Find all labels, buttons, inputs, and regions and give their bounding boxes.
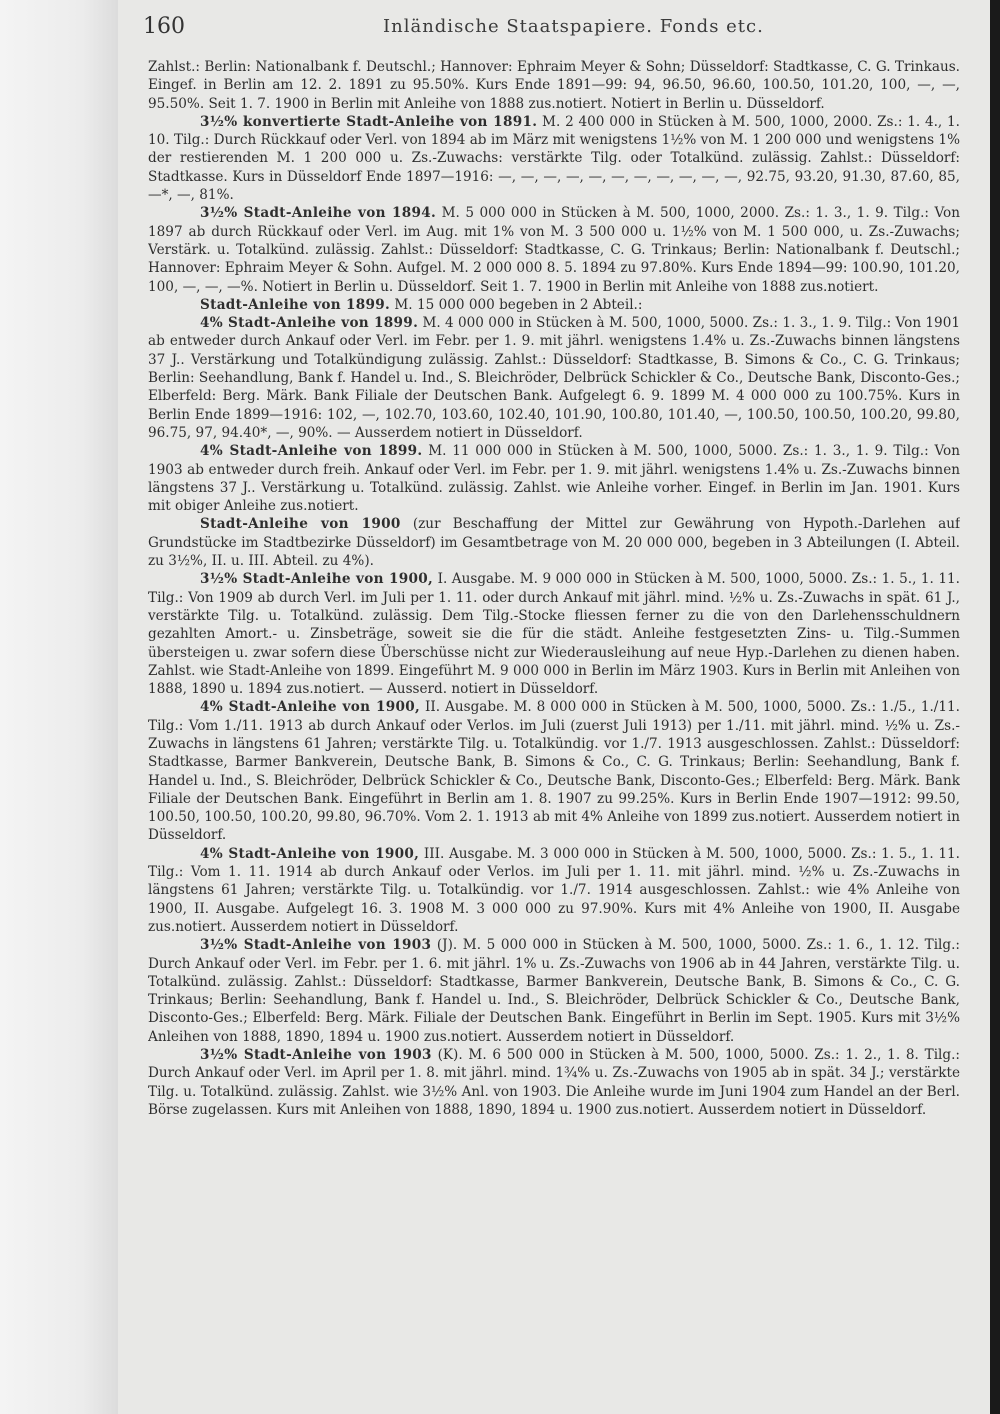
paragraph-anleihe-1899-a: [148, 314, 960, 442]
paragraph-anleihe-1903-k: [148, 1046, 960, 1119]
running-title: Inländische Staatspapiere. Fonds etc.: [383, 16, 764, 37]
body-text: [148, 58, 960, 1408]
paragraph-anleihe-1891: [148, 113, 960, 204]
paragraph-heading: 4% Stadt-Anleihe von 1900,: [200, 699, 421, 716]
paragraph-anleihe-1899-intro: [148, 296, 960, 314]
page-header: [143, 14, 963, 44]
paragraph-text: (zur Beschaffung der Mittel zur Gewährung von Hypoth.-Darlehen auf Grundstücke im Stadtbezirke Düsseldorf) im Gesamtbetrage von M. 20 000 000, begeben in 3 Abteilungen (I. Abteil. zu 3½%, II. u. III. Abteil. zu 4%).: [148, 516, 960, 570]
paragraph-text: M. 15 000 000 begeben in 2 Abteil.:: [394, 296, 643, 313]
left-margin: [0, 0, 118, 1414]
paragraph-text: (J). M. 5 000 000 in Stücken à M. 500, 1000, 5000. Zs.: 1. 6., 1. 12. Tilg.: Durch Ankauf oder Verl. im Febr. per 1. 6. mit jährl. 1% u. Zs.-Zuwachs von 1906 ab in 44 Jahren, verstärkte Tilg. u. Totalkünd. zulässig. Zahlst.: Düsseldorf: Stadtkasse, Barmer Bankverein, Deutsche Bank, B. Simons & Co., C. G. Trinkaus; Berlin: Seehandlung, Bank f. Handel u. Ind., S. Bleichröder, Delbrück Schickler & Co., Deutsche Bank, Disconto-Ges.; Elberfeld: Berg. Märk. Filiale der Deutschen Bank. Eingeführt in Berlin im Sept. 1905. Kurs mit 3½% Anleihen von 1888, 1890, 1894 u. 1900 zus.notiert. Ausserdem notiert in Düsseldorf.: [148, 937, 960, 1045]
paragraph-heading: 3½% Stadt-Anleihe von 1903: [200, 1047, 432, 1064]
paragraph-text: Zahlst.: Berlin: Nationalbank f. Deutschl.; Hannover: Ephraim Meyer & Sohn; Düsseldorf: Stadtkasse, C. G. Trinkaus. Eingef. in Berlin am 12. 2. 1891 zu 95.50%. Kurs Ende 1891—99: 94, 96.50, 96.60, 100.50, 101.20, 100, —, —, 95.50%. Seit 1. 7. 1900 in Berlin mit Anleihe von 1888 zus.notiert. Notiert in Berlin u. Düsseldorf.: [148, 59, 960, 112]
paragraph-text: M. 2 400 000 in Stücken à M. 500, 1000, 2000. Zs.: 1. 4., 1. 10. Tilg.: Durch Rückkauf oder Verl. von 1894 ab im März mit wenigstens 1½% von M. 1 200 000 und wenigstens 1% der restierenden M. 1 200 000 u. Zs.-Zuwachs: verstärkte Tilg. oder Totalkünd. zulässig. Zahlst.: Düsseldorf: Stadtkasse. Kurs in Düsseldorf Ende 1897—1916: —, —, —, —, —, —, —, —, —, —, —, 92.75, 93.20, 91.30, 87.60, 85, —*, —, 81%.: [148, 113, 960, 204]
paragraph-text: II. Ausgabe. M. 8 000 000 in Stücken à M. 500, 1000, 5000. Zs.: 1./5., 1./11. Tilg.: Vom 1./11. 1913 ab durch Ankauf oder Verlos. im Juli (zuerst Juli 1913) per 1./11. mit jährl. mind. ½% u. Zs.-Zuwachs in längstens 61 Jahren; verstärkte Tilg. u. Totalkündig. vor 1./7. 1913 ausgeschlossen. Zahlst.: Düsseldorf: Stadtkasse, Barmer Bankverein, Deutsche Bank, B. Simons & Co., C. G. Trinkaus; Berlin: Seehandlung, Bank f. Handel u. Ind., S. Bleichröder, Delbrück Schickler & Co., Deutsche Bank, Disconto-Ges.; Elberfeld: Berg. Märk. Bank Filiale der Deutschen Bank. Eingeführt in Berlin am 1. 8. 1907 zu 99.25%. Kurs in Berlin Ende 1907—1912: 99.50, 100.50, 100.50, 100.20, 99.80, 96.70%. Vom 2. 1. 1913 ab mit 4% Anleihe von 1899 zus.notiert. Ausserdem notiert in Düsseldorf.: [148, 699, 960, 844]
paragraph-text: M. 5 000 000 in Stücken à M. 500, 1000, 2000. Zs.: 1. 3., 1. 9. Tilg.: Von 1897 ab durch Rückkauf oder Verl. im Aug. mit 1% von M. 3 500 000 u. 1½% von M. 1 500 000, u. Zs.-Zuwachs; Verstärk. u. Totalkünd. zulässig. Zahlst.: Düsseldorf: Stadtkasse, C. G. Trinkaus; Berlin: Nationalbank f. Deutschl.; Hannover: Ephraim Meyer & Sohn. Aufgel. M. 2 000 000 8. 5. 1894 zu 97.80%. Kurs Ende 1894—99: 100.90, 101.20, 100, —, —, —%. Notiert in Berlin u. Düsseldorf. Seit 1. 7. 1900 in Berlin mit Anleihe von 1888 zus.notiert.: [148, 205, 960, 295]
paragraph-text: III. Ausgabe. M. 3 000 000 in Stücken à M. 500, 1000, 5000. Zs.: 1. 5., 1. 11. Tilg.: Vom 1. 11. 1914 ab durch Ankauf oder Verlos. im Juli per 1. 11. mit jährl. mind. ½% u. Zs.-Zuwachs in längstens 61 Jahren; verstärkte Tilg. u. Totalkündig. vor 1./7. 1914 ausgeschlossen. Zahlst.: wie 4% Anleihe von 1900, II. Ausgabe. Aufgelegt 16. 3. 1908 M. 3 000 000 zu 97.90%. Kurs mit 4% Anleihe von 1900, II. Ausgabe zus.notiert. Ausserdem notiert in Düsseldorf.: [148, 845, 960, 935]
right-scan-edge: [990, 0, 1000, 1414]
paragraph-text: (K). M. 6 500 000 in Stücken à M. 500, 1000, 5000. Zs.: 1. 2., 1. 8. Tilg.: Durch Ankauf oder Verl. im April per 1. 8. mit jährl. mind. 1¾% u. Zs.-Zuwachs von 1905 ab in spät. 34 J.; verstärkte Tilg. u. Totalkünd. zulässig. Zahlst. wie 3½% Anl. von 1903. Die Anleihe wurde im Juni 1904 zum Handel an der Berl. Börse zugelassen. Kurs mit Anleihen von 1888, 1890, 1894 u. 1900 zus.notiert. Ausserdem notiert in Düsseldorf.: [148, 1047, 960, 1118]
paragraph-anleihe-1900-intro: [148, 515, 960, 570]
paragraph-anleihe-1899-b: [148, 442, 960, 515]
paragraph-anleihe-1900-ii: [148, 698, 960, 844]
paragraph-text: M. 4 000 000 in Stücken à M. 500, 1000, 5000. Zs.: 1. 3., 1. 9. Tilg.: Von 1901 ab entweder durch Ankauf oder Verl. im Febr. per 1. 9. mit jährl. wenigstens 1.4% u. Zs.-Zuwachs binnen längstens 37 J.. Verstärkung und Totalkündigung zulässig. Zahlst.: Düsseldorf: Stadtkasse, B. Simons & Co., C. G. Trinkaus; Berlin: Seehandlung, Bank f. Handel u. Ind., S. Bleichröder, Delbrück Schickler & Co., Deutsche Bank, Disconto-Ges.; Elberfeld: Berg. Märk. Bank Filiale der Deutschen Bank. Aufgelegt 6. 9. 1899 M. 4 000 000 zu 100.75%. Kurs in Berlin Ende 1899—1916: 102, —, 102.70, 103.60, 102.40, 101.90, 100.80, 101.40, —, 100.50, 100.50, 100.20, 99.80, 96.75, 97, 94.40*, —, 90%. — Ausserdem notiert in Düsseldorf.: [148, 315, 960, 441]
paragraph-heading: 3½% konvertierte Stadt-Anleihe von 1891.: [200, 113, 538, 130]
page-number: 160: [143, 14, 185, 39]
paragraph-heading: 4% Stadt-Anleihe von 1900,: [200, 845, 420, 862]
paragraph-anleihe-1900-i: [148, 570, 960, 698]
paragraph-heading: 4% Stadt-Anleihe von 1899.: [200, 315, 419, 332]
paragraph-heading: 4% Stadt-Anleihe von 1899.: [200, 443, 423, 460]
paragraph-heading: 3½% Stadt-Anleihe von 1903: [200, 937, 432, 954]
paragraph-heading: 3½% Stadt-Anleihe von 1894.: [200, 205, 437, 222]
paragraph-heading: Stadt-Anleihe von 1899.: [200, 296, 391, 313]
paragraph-heading: Stadt-Anleihe von 1900: [200, 516, 401, 533]
paragraph-anleihe-1900-iii: [148, 845, 960, 936]
paragraph-text: M. 11 000 000 in Stücken à M. 500, 1000, 5000. Zs.: 1. 3., 1. 9. Tilg.: Von 1903 ab entweder durch freih. Ankauf oder Verl. im Febr. per 1. 9. mit jährl. wenigstens 1.4% u. Zs.-Zuwachs binnen längstens 37 J.. Verstärkung u. Totalkünd. zulässig. Zahlst. wie Anleihe vorher. Eingef. in Berlin im Jan. 1901. Kurs mit obiger Anleihe zus.notiert.: [148, 443, 960, 515]
paragraph-anleihe-1903-j: [148, 936, 960, 1046]
paragraph-heading: 3½% Stadt-Anleihe von 1900,: [200, 571, 434, 588]
paragraph-zahlstellen: [148, 58, 960, 113]
paragraph-text: I. Ausgabe. M. 9 000 000 in Stücken à M. 500, 1000, 5000. Zs.: 1. 5., 1. 11. Tilg.: Von 1909 ab durch Verl. im Juli per 1. 11. oder durch Ankauf mit jährl. mind. ½% u. Zs.-Zuwachs in spät. 61 J., verstärkte Tilg. u. Totalkünd. zulässig. Dem Tilg.-Stocke fliessen ferner zu die von den Darlehensschuldnern gezahlten Amort.- u. Zinsbeträge, soweit sie die für die städt. Anleihe festgesetzten Zins- u. Tilg.-Summen übersteigen u. zwar sofern diese Überschüsse nicht zur Wiederausleihung auf neue Hyp.-Darlehen zu dienen haben. Zahlst. wie Stadt-Anleihe von 1899. Eingeführt M. 9 000 000 in Berlin im März 1903. Kurs in Berlin mit Anleihen von 1888, 1890 u. 1894 zus.notiert. — Ausserd. notiert in Düsseldorf.: [148, 571, 960, 698]
paragraph-anleihe-1894: [148, 204, 960, 295]
